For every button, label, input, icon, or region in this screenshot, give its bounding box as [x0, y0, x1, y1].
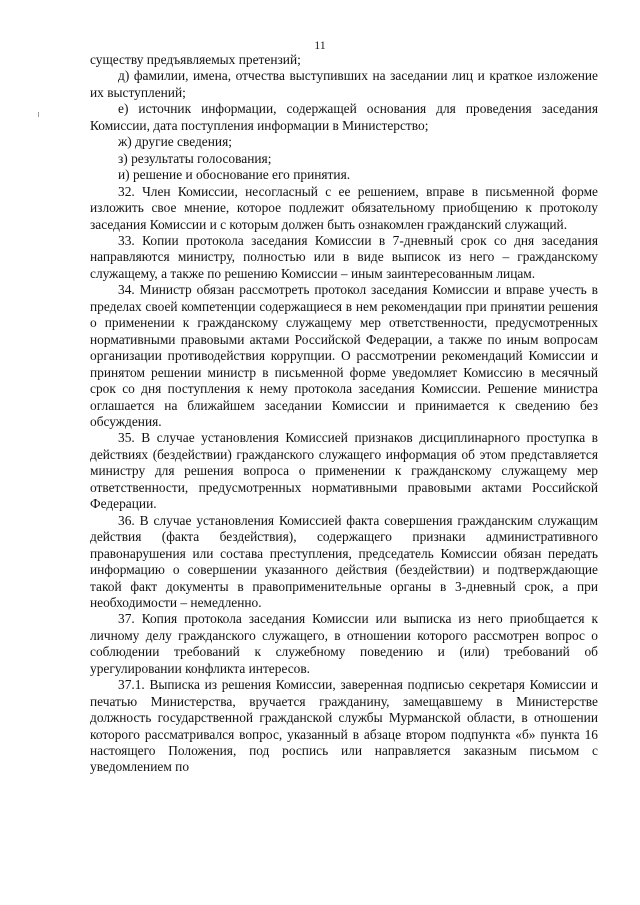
paragraph-37-1: 37.1. Выписка из решения Комиссии, заверенная подписью секретаря Комиссии и печатью Министерства, вручается гражданину, замещавшему в Министерстве должность государственной гражданской службы Мурманской области, в отношении которого рассматривался вопрос, указанный в абзаце втором подпункта «б» пункта 16 настоящего Положения, под роспись или направляется заказным письмом с уведомлением по	[90, 677, 598, 775]
page-number: 11	[314, 38, 326, 52]
paragraph-32: 32. Член Комиссии, несогласный с ее решением, вправе в письменной форме изложить свое мнение, которое подлежит обязательному приобщению к протоколу заседания Комиссии и с которым должен быть ознакомлен гражданский служащий.	[90, 183, 598, 232]
paragraph-36: 36. В случае установления Комиссией факта совершения гражданским служащим действия (факта бездействия), содержащего признаки административного правонарушения или состава преступления, председатель Комиссии обязан передать информацию о совершении указанного действия (бездействии) и подтверждающие такой факт документы в правоприменительные органы в 3-дневный срок, а при необходимости – немедленно.	[90, 512, 598, 610]
paragraph-continuation: существу предъявляемых претензий;	[90, 52, 301, 67]
paragraph-37: 37. Копия протокола заседания Комиссии или выписка из него приобщается к личному делу гражданского служащего, в отношении которого рассмотрен вопрос о соблюдении требований к служебному поведению и (или) требований об урегулировании конфликта интересов.	[90, 611, 598, 676]
paragraph-item-d: д) фамилии, имена, отчества выступивших на заседании лиц и краткое изложение их выступлений;	[90, 68, 598, 100]
paragraph-35: 35. В случае установления Комиссией признаков дисциплинарного проступка в действиях (бездействии) гражданского служащего информация об этом представляется министру для решения вопроса о применении к гражданскому служащему мер ответственности, предусмотренных нормативными правовыми актами Российской Федерации.	[90, 430, 598, 512]
paragraph-34: 34. Министр обязан рассмотреть протокол заседания Комиссии и вправе учесть в пределах своей компетенции содержащиеся в нем рекомендации при принятии решения о применении к гражданскому служащему мер ответственности, предусмотренных нормативными правовыми актами Российской Федерации, а также по иным вопросам организации противодействия коррупции. О рассмотрении рекомендаций Комиссии и принятом решении министр в письменной форме уведомляет Комиссию в месячный срок со дня поступления к нему протокола заседания Комиссии. Решение министра оглашается на ближайшем заседании Комиссии и принимается к сведению без обсуждения.	[90, 282, 598, 429]
margin-mark	[38, 112, 39, 117]
document-body	[90, 52, 598, 776]
paragraph-33: 33. Копии протокола заседания Комиссии в 7-дневный срок со дня заседания направляются министру, полностью или в виде выписок из него – гражданскому служащему, а также по решению Комиссии – иным заинтересованным лицам.	[90, 232, 598, 281]
paragraph-item-zh: ж) другие сведения;	[118, 134, 232, 150]
paragraph-item-i: и) решение и обоснование его принятия.	[118, 167, 351, 183]
paragraph-item-e: е) источник информации, содержащей основания для проведения заседания Комиссии, дата поступления информации в Министерство;	[90, 101, 598, 133]
paragraph-item-z: з) результаты голосования;	[118, 150, 272, 166]
